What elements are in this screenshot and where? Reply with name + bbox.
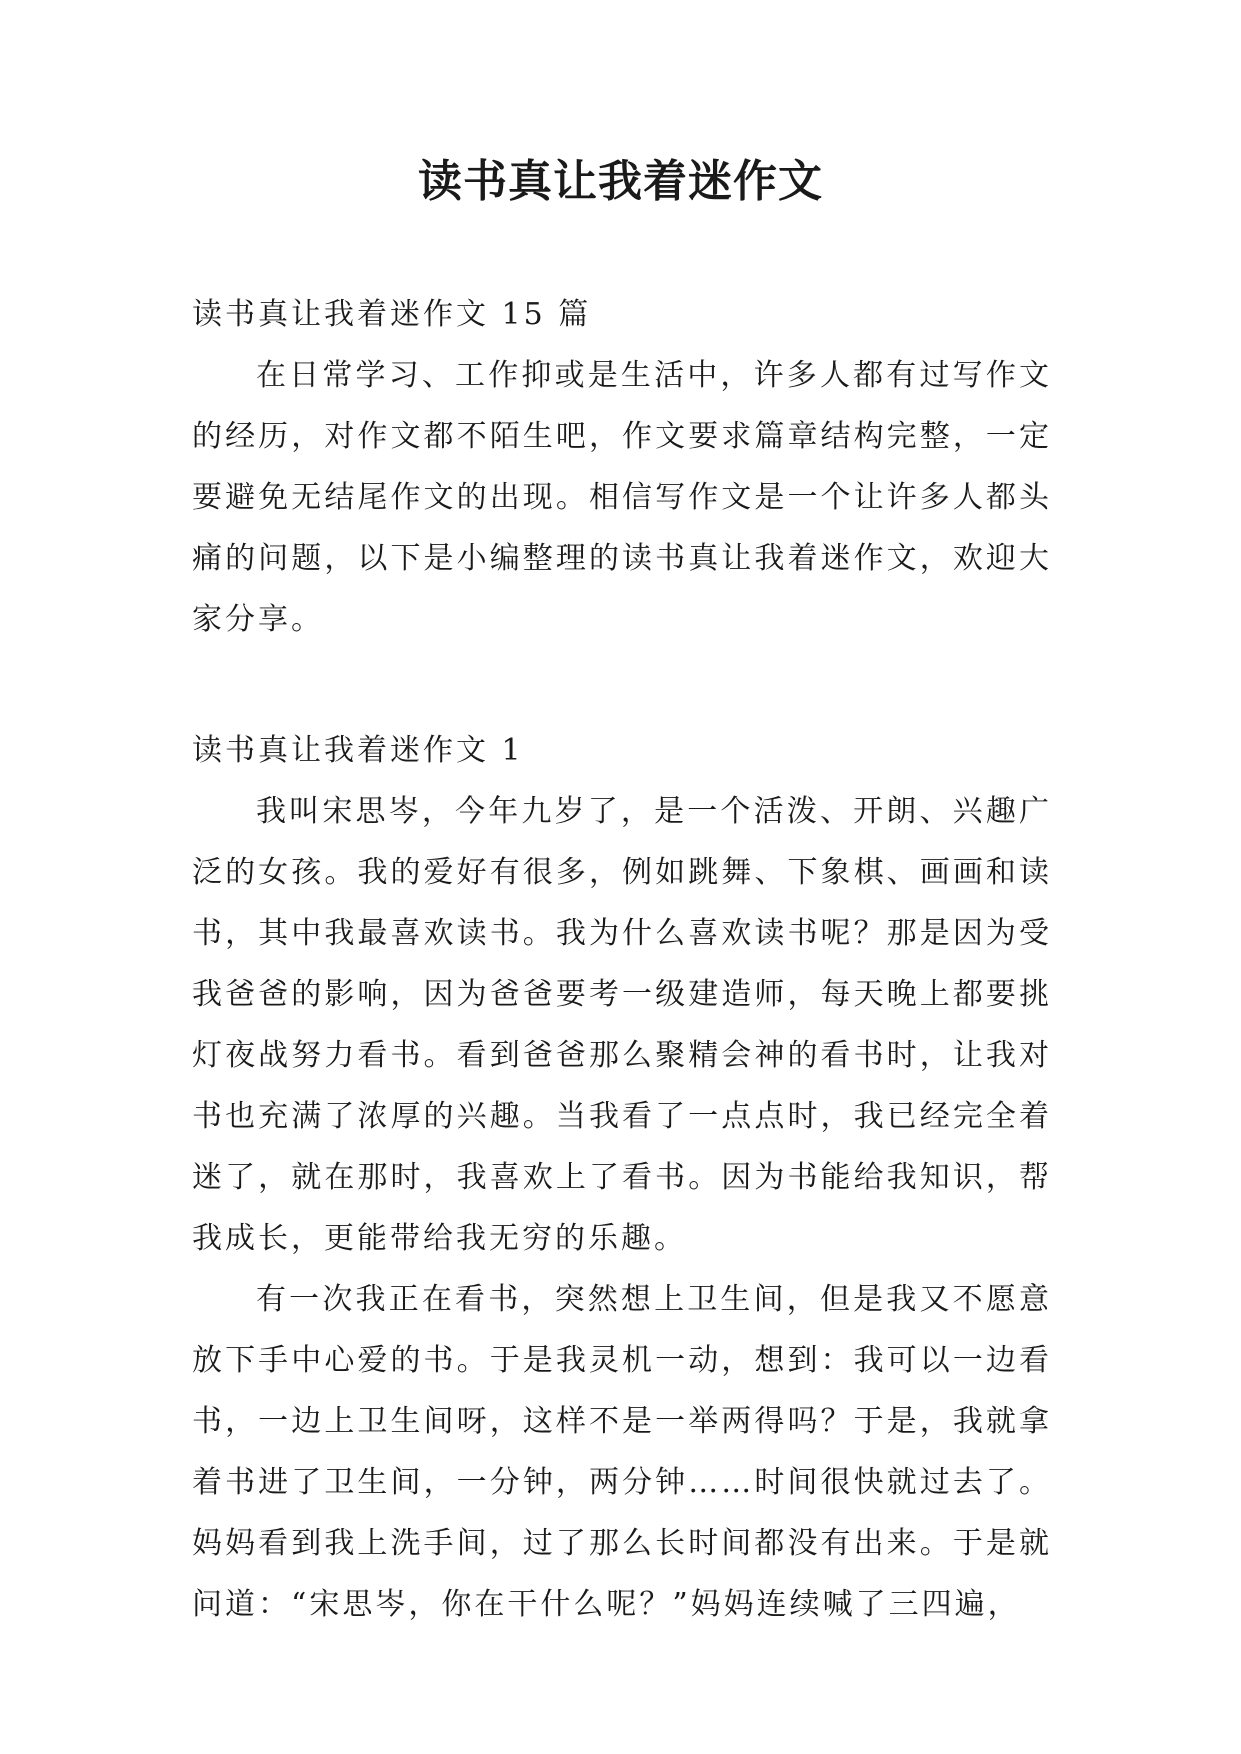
essay-1-paragraph-1: 我叫宋思岑，今年九岁了，是一个活泼、开朗、兴趣广泛的女孩。我的爱好有很多，例如跳舞、下象棋、画画和读书，其中我最喜欢读书。我为什么喜欢读书呢？那是因为受我爸爸的影响，因为爸爸要考一级建造师，每天晚上都要挑灯夜战努力看书。看到爸爸那么聚精会神的看书时，让我对书也充满了浓厚的兴趣。当我看了一点点时，我已经完全着迷了，就在那时，我喜欢上了看书。因为书能给我知识，帮我成长，更能带给我无穷的乐趣。 <box>192 794 1052 1256</box>
document-title: 读书真让我着迷作文 <box>418 156 823 207</box>
essay-1-heading: 读书真让我着迷作文 1 <box>192 733 524 768</box>
section-spacer <box>192 650 1052 720</box>
collection-heading: 读书真让我着迷作文 15 篇 <box>192 297 592 332</box>
document-body <box>192 284 1052 1635</box>
essay-1-paragraph-2: 有一次我正在看书，突然想上卫生间，但是我又不愿意放下手中心爱的书。于是我灵机一动，想到：我可以一边看书，一边上卫生间呀，这样不是一举两得吗？于是，我就拿着书进了卫生间，一分钟，两分钟……时间很快就过去了。妈妈看到我上洗手间，过了那么长时间都没有出来。于是就问道：“宋思岑，你在干什么呢？”妈妈连续喊了三四遍， <box>192 1282 1052 1622</box>
intro-paragraph: 在日常学习、工作抑或是生活中，许多人都有过写作文的经历，对作文都不陌生吧，作文要求篇章结构完整，一定要避免无结尾作文的出现。相信写作文是一个让许多人都头痛的问题，以下是小编整理的读书真让我着迷作文，欢迎大家分享。 <box>192 358 1052 637</box>
